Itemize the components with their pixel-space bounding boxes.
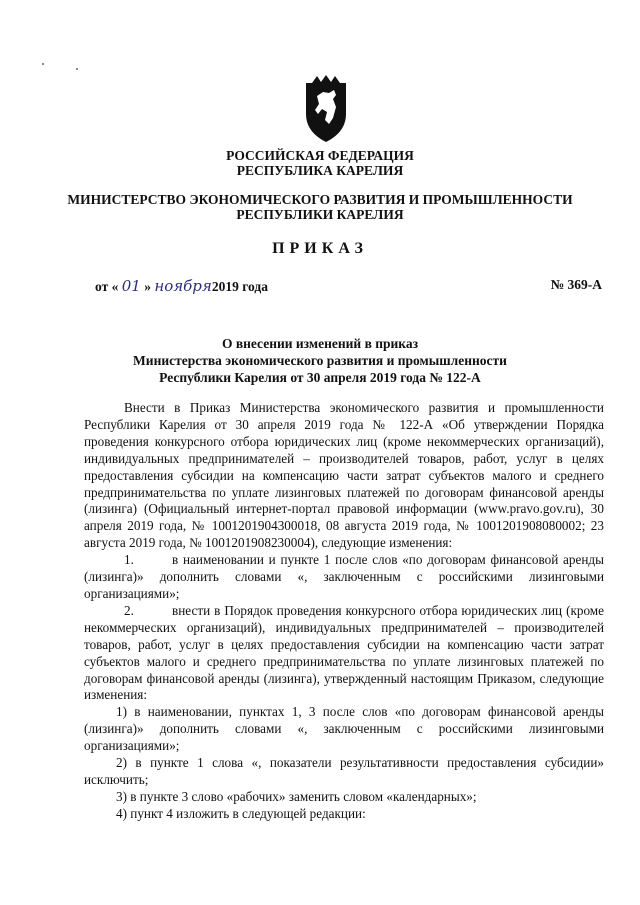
date-year: 2019 года	[211, 279, 268, 294]
country-name: РОССИЙСКАЯ ФЕДЕРАЦИЯ	[226, 148, 414, 163]
sub-item-3: 3) в пункте 3 слово «рабочих» заменить словом «календарных»;	[116, 788, 477, 804]
ministry-block	[60, 192, 580, 222]
list-item-1	[84, 552, 604, 603]
order-number: № 369-А	[550, 277, 602, 292]
list-item-2	[84, 603, 604, 704]
list-item-1-number: 1.	[124, 552, 134, 568]
ministry-name-line1: МИНИСТЕРСТВО ЭКОНОМИЧЕСКОГО РАЗВИТИЯ И ПРОМЫШЛЕННОСТИ	[67, 192, 573, 207]
republic-name: РЕСПУБЛИКА КАРЕЛИЯ	[236, 163, 404, 178]
order-date	[95, 277, 268, 295]
subject-line2: Министерства экономического развития и промышленности	[133, 353, 507, 368]
list-item-2-number: 2.	[124, 602, 134, 618]
date-month-handwritten: ноября	[154, 277, 212, 295]
date-prefix: от «	[95, 279, 119, 294]
sub-item-1: 1) в наименовании, пунктах 1, 3 после слов «по договорам финансовой аренды (лизинга)» дополнить словами «, заключенным с российскими лизинговыми организациями»;	[84, 704, 604, 754]
date-day-handwritten: 01	[121, 277, 141, 295]
order-body	[84, 400, 604, 823]
date-mid: »	[144, 279, 151, 294]
header-country-block	[60, 148, 580, 178]
document-type-title: ПРИКАЗ	[272, 240, 368, 257]
list-item-1-text: в наименовании и пункте 1 после слов «по договорам финансовой аренды (лизинга)» дополнить словами «, заключенным с российскими лизинговыми организациями»;	[84, 552, 604, 601]
ministry-name-line2: РЕСПУБЛИКИ КАРЕЛИЯ	[236, 207, 404, 222]
sub-item-2: 2) в пункте 1 слова «, показатели результативности предоставления субсидии» исключить;	[84, 755, 604, 787]
scan-speck	[76, 68, 78, 70]
subject-line3: Республики Карелия от 30 апреля 2019 года № 122-А	[159, 370, 481, 385]
subject-line1: О внесении изменений в приказ	[221, 336, 419, 351]
body-paragraph-intro: Внести в Приказ Министерства экономического развития и промышленности Республики Карелия от 30 апреля 2019 года № 122-А «Об утверждении Порядка проведения конкурсного отбора юридических лиц (кроме некоммерческих организаций), индивидуальных предпринимателей – производителей товаров, работ, услуг в целях предоставления субсидии на компенсацию части затрат субъектов малого и среднего предпринимательства по уплате лизинговых платежей по договорам финансовой аренды (лизинга) (Официальный интернет-портал правовой информации (www.pravo.gov.ru), 30 апреля 2019 года, № 1001201904300018, 08 августа 2019 года, № 1001201908080002; 23 августа 2019 года, № 1001201908230004), следующие изменения:	[84, 400, 604, 551]
karelia-coat-of-arms-icon	[303, 74, 349, 144]
scan-speck	[42, 63, 44, 65]
order-subject	[60, 335, 580, 386]
list-item-2-text: внести в Порядок проведения конкурсного отбора юридических лиц (кроме некоммерческих организаций), индивидуальных предпринимателей – производителей товаров, работ, услуг в целях предоставления субсидии на компенсацию части затрат субъектов малого и среднего предпринимательства по уплате лизинговых платежей по договорам финансовой аренды (лизинга), утвержденный настоящим Приказом, следующие изменения:	[84, 602, 604, 703]
sub-item-4: 4) пункт 4 изложить в следующей редакции:	[116, 805, 366, 821]
